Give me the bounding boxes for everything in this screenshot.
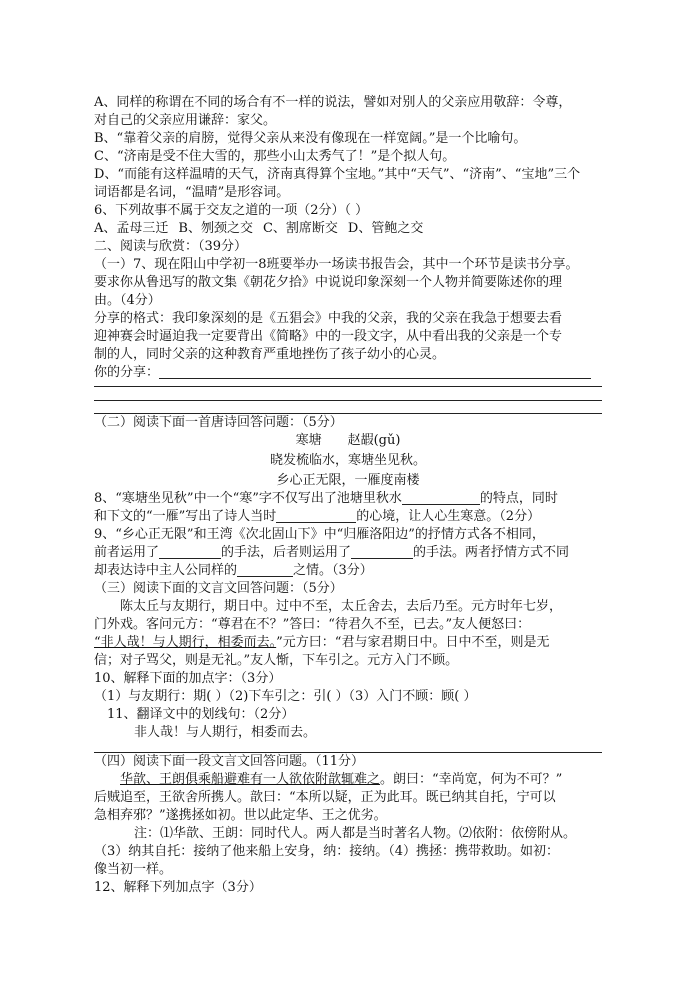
part3-text-line1: 陈太丘与友期行，期日中。过中不至，太丘舍去，去后乃至。元方时年七岁， — [120, 599, 563, 614]
part4-text-line3: 急相弃邪？”遂携拯如初。世以此定华、王之优劣。 — [94, 808, 387, 823]
q9-text-c: 的手法，后者则运用了 — [221, 545, 352, 560]
part1-prompt-line1: （一）7、现在阳山中学初一8班要举办一场读书报告会，其中一个环节是读书分享。 — [94, 257, 579, 272]
q5-option-a-line2: 对自己的父亲应用谦辞：家父。 — [94, 113, 277, 128]
q9-line3 — [94, 562, 602, 580]
q5-option-a-line1: A、同样的称谓在不同的场合有不一样的说法，譬如对别人的父亲应用敬辞：令尊， — [94, 95, 572, 110]
part1-prompt-line2: 要求你从鲁迅写的散文集《朝花夕拾》中说说印象深刻一个人物并简要陈述你的理 — [94, 275, 563, 290]
poem-title-line — [94, 432, 602, 450]
poem-title: 寒塘 — [295, 433, 322, 448]
q5-option-d-line1: D、“而能有这样温晴的天气，济南真得算个宝地。”其中“天气”、“济南”、“宝地”三个 — [94, 167, 581, 182]
q6-option-a: A、孟母三迁 — [94, 221, 169, 236]
part1-format-line2: 迎神赛会时逼迫我一定要背出《简略》中的一段文字，从中看出我的父亲是一个专 — [94, 329, 563, 344]
q6-option-d: D、管鲍之交 — [347, 221, 424, 236]
q10-items: （1）与友期行：期( ）（2)下车引之：引( ）（3）入门不顾：顾( ） — [94, 689, 477, 704]
q8-text-a: 8、“寒塘坐见秋”中一个“寒”字不仅写出了池塘里秋水 — [94, 491, 402, 506]
part2-heading: （二）阅读下面一首唐诗回答问题：（5分） — [94, 415, 343, 430]
poem-line-2: 乡心正无限，一雁度南楼 — [276, 473, 420, 488]
part3-heading: （三）阅读下面的文言文回答问题：（5分） — [94, 581, 343, 596]
part4-heading: （四）阅读下面一段文言文回答问题。（11分） — [94, 754, 365, 769]
part1-format-line1: 分享的格式：我印象深刻的是《五猖会》中我的父亲，我的父亲在我急于想要去看 — [94, 311, 563, 326]
q8-blank-2[interactable] — [276, 508, 356, 523]
share-answer-blank[interactable] — [159, 364, 591, 379]
q11-sentence: 非人哉！与人期行，相委而去。 — [134, 725, 317, 740]
q8-blank-1[interactable] — [402, 490, 480, 505]
q8-text-c: 和下文的“一雁”写出了诗人当时 — [94, 509, 277, 524]
q9-blank-1[interactable] — [159, 544, 221, 559]
q9-line2 — [94, 544, 602, 562]
q9-line1: 9、“乡心正无限”和王湾《次北固山下》中“归雁洛阳边”的抒情方式各不相同， — [94, 527, 545, 542]
part1-prompt-line3: 由。（4分） — [94, 293, 161, 308]
part4-note-line2: （3）纳其自托：接纳了他来船上安身，纳：接纳。（4）携拯：携带救助。如初： — [94, 844, 560, 859]
q5-option-b: B、“靠着父亲的肩膀，觉得父亲从来没有像现在一样宽阔。”是一个比喻句。 — [94, 131, 527, 146]
poem-line-1: 晓发梳临水，寒塘坐见秋。 — [269, 453, 426, 468]
q9-text-e: 却表达诗中主人公同样的 — [94, 563, 238, 578]
part4-text-line1 — [94, 771, 602, 789]
q9-blank-2[interactable] — [351, 544, 413, 559]
q9-blank-3[interactable] — [237, 562, 293, 577]
q10-stem: 10、解释下面的加点字：（3分） — [94, 671, 282, 686]
share-line — [94, 364, 602, 382]
q6-option-b: B、刎颈之交 — [178, 221, 253, 236]
section2-title: 二、阅读与欣赏：（39分） — [94, 239, 248, 254]
part4-note-line3: 像当初一样。 — [94, 862, 173, 877]
q9-text-b: 前者运用了 — [94, 545, 160, 560]
poem-author: 赵嘏(gǔ) — [347, 433, 401, 448]
part3-text-line4: 信；对子骂父，则是无礼。”友人惭，下车引之。元方入门不顾。 — [94, 653, 459, 668]
q12-stem: 12、解释下列加点字（3分） — [94, 880, 262, 895]
part3-text-line2: 门外戏。客问元方：“尊君在不？”答曰：“待君久不至，已去。”友人便怒曰： — [94, 617, 531, 632]
q6-options — [94, 220, 602, 238]
part4-text-line2: 后贼追至，王欲舍所携人。歆曰：“本所以疑，正为此耳。既已纳其自托，宁可以 — [94, 790, 556, 805]
part3-underlined-sentence: “非人哉！与人期行，相委而去。 — [94, 635, 277, 650]
q8-line2 — [94, 508, 602, 526]
q8-text-b: 的特点，同时 — [479, 491, 558, 506]
q11-stem: 11、翻译文中的划线句：（2分） — [107, 707, 295, 722]
part3-text-line3 — [94, 634, 602, 652]
q8-line1 — [94, 490, 602, 508]
part4-text-line1-rest: 。朗曰：“幸尚宽，何为不可？” — [380, 772, 563, 787]
document-page — [94, 94, 602, 897]
share-label: 你的分享： — [94, 365, 160, 380]
part4-underlined-sentence: 华歆、王朗俱乘船避难有一人欲依附歆辄难之 — [120, 772, 381, 787]
q9-text-d: 的手法。两者抒情方式不同 — [413, 545, 570, 560]
q6-option-c: C、割席断交 — [262, 221, 338, 236]
q5-option-d-line2: 词语都是名词，“温晴”是形容词。 — [94, 185, 290, 200]
part1-format-line3: 制的人，同时父亲的这种教育严重地挫伤了孩子幼小的心灵。 — [94, 347, 446, 362]
q8-text-d: 的心境，让人心生寒意。（2分） — [356, 509, 541, 524]
part3-text-line3-rest: ”元方曰：“君与家君期日中。日中不至，则是无 — [276, 635, 550, 650]
q9-text-f: 之情。（3分） — [293, 563, 373, 578]
part4-note-line1: 注：⑴华歆、王朗：同时代人。两人都是当时著名人物。⑵依附：依傍附从。 — [134, 826, 577, 841]
q6-stem: 6、下列故事不属于交友之道的一项（2分）（ ） — [94, 203, 369, 218]
q5-option-c: C、“济南是受不住大雪的，那些小山太秀气了！”是个拟人句。 — [94, 149, 456, 164]
